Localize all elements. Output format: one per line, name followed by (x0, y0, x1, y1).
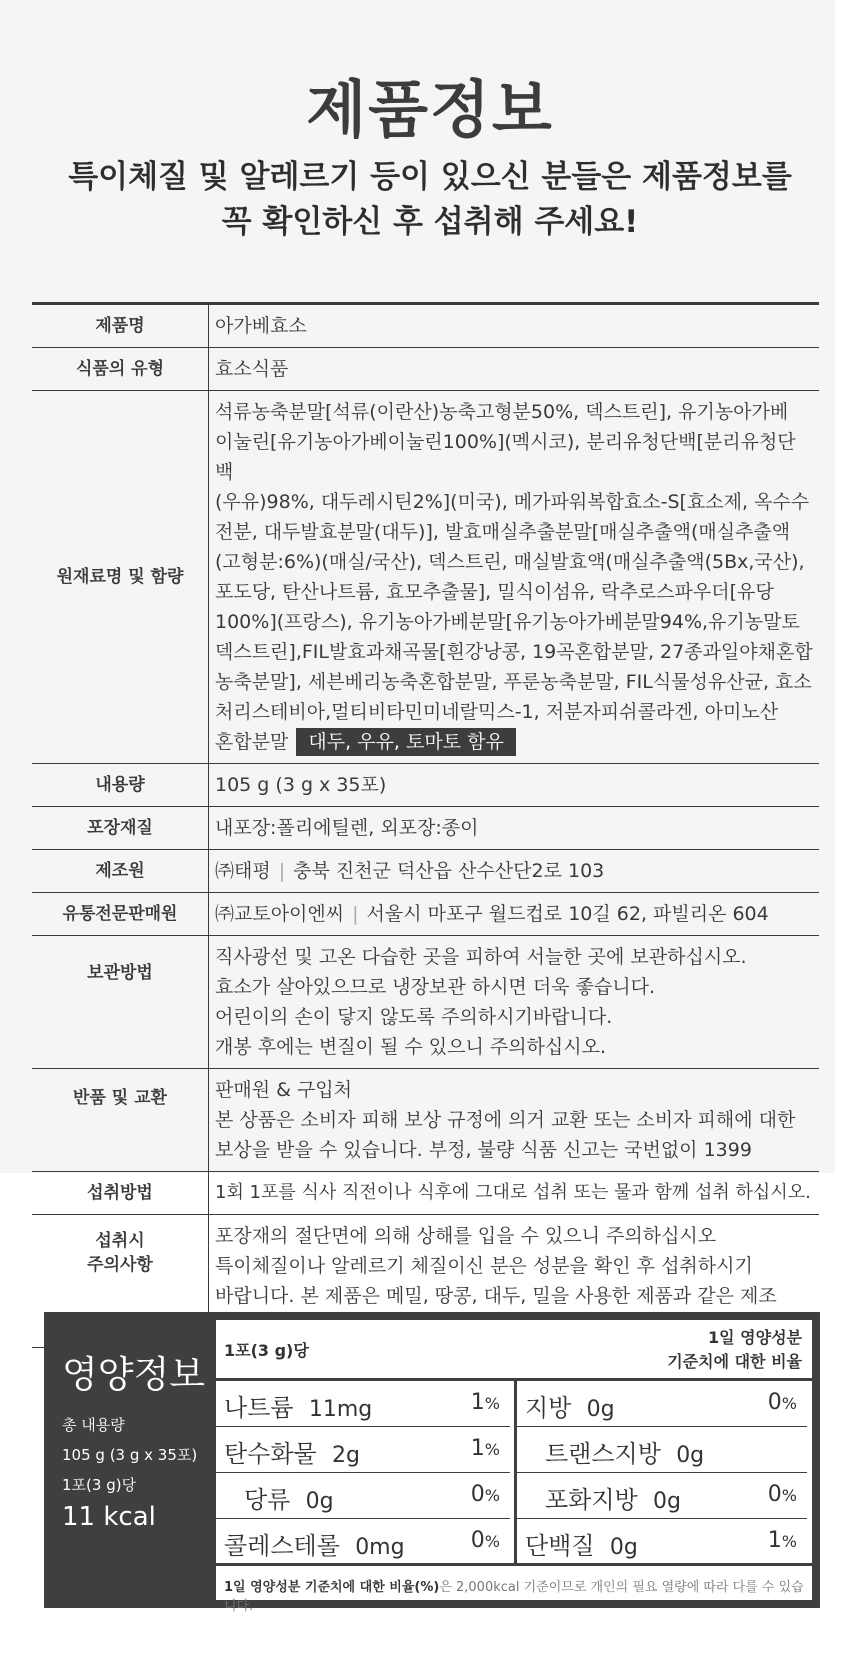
percent-unit: % (781, 1394, 797, 1413)
ingredient-line: 포도당, 탄산나트륨, 효모추출물], 밀식이섬유, 락추로스파우더[유당 (215, 581, 774, 603)
ingredient-line: (우유)98%, 대두레시틴2%](미국), 메가파워복합효소-S[효소제, 옥수수 (215, 491, 810, 513)
nutrient-label: 단백질 (525, 1532, 595, 1560)
nutrient-percent (471, 1482, 500, 1507)
value-volume: 105 g (3 g x 35포) (209, 764, 820, 807)
spacer (571, 1394, 586, 1422)
spacer (294, 1394, 309, 1422)
storage-line: 개봉 후에는 변질이 될 수 있으니 주의하십시오. (215, 1036, 607, 1058)
row-volume (32, 764, 819, 807)
percent-value: 0 (767, 1482, 782, 1507)
percent-value: 0 (767, 1390, 782, 1415)
serving-header: 1포(3 g)당 (224, 1341, 309, 1360)
percent-unit: % (484, 1532, 500, 1551)
row-product-name (32, 304, 819, 348)
nutrient-row (216, 1427, 510, 1473)
nutrient-column-right (514, 1381, 807, 1564)
percent-value: 1 (470, 1436, 485, 1461)
nutrient-amount: 0g (676, 1443, 705, 1468)
spacer (661, 1440, 676, 1468)
label-manufacturer: 제조원 (32, 850, 209, 893)
nutrient-name (224, 1526, 405, 1561)
storage-line: 직사광선 및 고온 다습한 곳을 피하여 서늘한 곳에 보관하십시오. (215, 946, 747, 968)
nutrition-panel (44, 1312, 820, 1614)
row-distributor (32, 893, 819, 936)
value-manufacturer (209, 850, 820, 893)
caution-label-line: 섭취시 (95, 1231, 145, 1251)
notice-line-2: 꼭 확인하신 후 섭취해 주세요! (221, 204, 639, 240)
ingredient-line: 전분, 대두발효분말(대두)], 발효매실추출분말[매실추출액(매실추출액 (215, 521, 791, 543)
nutrient-column-left (216, 1381, 510, 1564)
value-storage (209, 936, 820, 1069)
nutrient-label: 나트륨 (224, 1394, 294, 1422)
nutrient-name (525, 1526, 638, 1561)
percent-unit: % (484, 1486, 500, 1505)
total-value: 105 g (3 g x 35포) (62, 1446, 198, 1464)
allergen-badge: 대두, 우유, 토마토 함유 (296, 728, 515, 756)
nutrient-percent (471, 1390, 500, 1415)
row-intake (32, 1172, 819, 1215)
nutrient-label: 포화지방 (545, 1486, 638, 1514)
percent-value: 1 (470, 1390, 485, 1415)
label-returns: 반품 및 교환 (32, 1069, 209, 1172)
value-returns (209, 1069, 820, 1172)
caution-line: 포장재의 절단면에 의해 상해를 입을 수 있으니 주의하십시오 (215, 1225, 717, 1247)
label-ingredients: 원재료명 및 함량 (32, 391, 209, 764)
nutrient-row (216, 1473, 510, 1519)
nutrient-amount: 11mg (308, 1397, 373, 1422)
ingredient-line: (고형분:6%)(매실/국산), 덱스트린, 매실발효액(매실추출액(5Bx,국산), (215, 551, 805, 573)
footnote-bold: 1일 영양성분 기준치에 대한 비율(%) (224, 1580, 440, 1595)
label-food-type: 식품의 유형 (32, 348, 209, 391)
nutrient-amount: 0g (305, 1489, 334, 1514)
storage-line: 효소가 살아있으므로 냉장보관 하시면 더욱 좋습니다. (215, 976, 656, 998)
label-intake: 섭취방법 (32, 1172, 209, 1215)
value-ingredients (209, 391, 820, 764)
percent-value: 0 (470, 1482, 485, 1507)
label-distributor: 유통전문판매원 (32, 893, 209, 936)
percent-unit: % (484, 1440, 500, 1459)
percent-unit: % (781, 1486, 797, 1505)
divider: | (278, 860, 286, 882)
nutrient-row (216, 1381, 510, 1427)
label-volume: 내용량 (32, 764, 209, 807)
returns-line: 보상을 받을 수 있습니다. 부정, 불량 식품 신고는 국번없이 1399 (215, 1139, 752, 1161)
nutrient-percent (768, 1528, 797, 1553)
percent-unit: % (484, 1394, 500, 1413)
row-manufacturer (32, 850, 819, 893)
row-storage (32, 936, 819, 1069)
ingredient-line: 덱스트린],FIL발효과채곡물[흰강낭콩, 19곡혼합분말, 27종과일야채혼합 (215, 641, 813, 663)
nutrition-total (62, 1410, 197, 1500)
caution-label-line: 주의사항 (87, 1255, 153, 1275)
returns-line: 판매원 & 구입처 (215, 1079, 353, 1101)
nutrient-label: 탄수화물 (224, 1440, 317, 1468)
nutrient-amount: 0g (586, 1397, 615, 1422)
nutrient-amount: 0g (653, 1489, 681, 1514)
total-label: 총 내용량 (62, 1416, 125, 1434)
nutrient-name (525, 1388, 615, 1423)
caution-line: 바랍니다. 본 제품은 메밀, 땅콩, 대두, 밀을 사용한 제품과 같은 제조 (215, 1285, 777, 1307)
footnote-text (224, 1576, 812, 1614)
nutrient-percent (471, 1528, 500, 1553)
percent-value: 0 (470, 1528, 485, 1553)
manufacturer-address: 충북 진천군 덕산읍 산수산단2로 103 (293, 860, 605, 882)
nutrient-amount: 0mg (355, 1535, 405, 1560)
percent-unit: % (781, 1532, 797, 1551)
daily-ref-header (667, 1326, 802, 1374)
nutrient-percent (768, 1482, 797, 1507)
nutrient-label: 당류 (244, 1486, 291, 1514)
kcal-value: 11 kcal (62, 1502, 156, 1532)
nutrient-label: 지방 (525, 1394, 572, 1422)
footnote-rest: 은 2,000kcal 기준이므로 개인의 필요 열량에 따라 다를 수 있습니다. (224, 1580, 804, 1614)
value-product-name: 아가베효소 (209, 304, 820, 348)
ingredient-line: 농축분말], 세븐베리농축혼합분말, 푸룬농축분말, FIL식물성유산균, 효소 (215, 671, 812, 693)
returns-line: 본 상품은 소비자 피해 보상 규정에 의거 교환 또는 소비자 피해에 대한 (215, 1109, 796, 1131)
ingredient-line: 처리스테비아,멀티비타민미네랄믹스-1, 저분자피쉬콜라겐, 아미노산 (215, 701, 779, 723)
nutrient-row (517, 1519, 807, 1564)
ingredient-line: 100%](프랑스), 유기농아가베분말[유기농아가베분말94%,유기농말토 (215, 611, 800, 633)
value-distributor (209, 893, 820, 936)
allergy-notice (0, 155, 860, 245)
row-food-type (32, 348, 819, 391)
row-ingredients (32, 391, 819, 764)
product-info-table (32, 302, 819, 1348)
divider: | (352, 903, 359, 925)
distributor-name: ㈜교토아이엔씨 (215, 903, 345, 925)
nutrient-name (545, 1480, 681, 1515)
value-intake: 1회 1포를 식사 직전이나 식후에 그대로 섭취 또는 물과 함께 섭취 하십시오. (209, 1172, 820, 1215)
per-serving: 1포(3 g)당 (62, 1476, 137, 1494)
spacer (290, 1486, 305, 1514)
spacer (595, 1532, 610, 1560)
manufacturer-name: ㈜태평 (215, 860, 271, 882)
nutrient-row (517, 1473, 807, 1519)
nutrient-name (224, 1388, 372, 1423)
value-packaging: 내포장:폴리에틸렌, 외포장:종이 (209, 807, 820, 850)
nutrient-name (545, 1434, 704, 1469)
ingredient-line: 석류농축분말[석류(이란산)농축고형분50%, 덱스트린], 유기농아가베 (215, 401, 789, 423)
label-storage: 보관방법 (32, 936, 209, 1069)
nutrient-label: 콜레스테롤 (224, 1532, 340, 1560)
nutrition-footnote (216, 1563, 812, 1614)
storage-line: 어린이의 손이 닿지 않도록 주의하시기바랍니다. (215, 1006, 613, 1028)
nutrition-header (216, 1320, 812, 1381)
spacer (340, 1532, 355, 1560)
nutrition-table (216, 1320, 812, 1614)
ref-line: 1일 영양성분 (708, 1328, 802, 1347)
nutrient-name (224, 1434, 360, 1469)
nutrient-percent (471, 1436, 500, 1461)
nutrient-name (244, 1480, 334, 1515)
nutrition-title: 영양정보 (62, 1353, 205, 1396)
row-returns (32, 1069, 819, 1172)
nutrition-summary (44, 1312, 214, 1608)
nutrient-amount: 0g (609, 1535, 638, 1560)
row-packaging (32, 807, 819, 850)
label-product-name: 제품명 (32, 304, 209, 348)
nutrient-row (517, 1427, 807, 1473)
ref-line: 기준치에 대한 비율 (667, 1352, 802, 1371)
nutrient-percent (768, 1390, 797, 1415)
page-title: 제품정보 (306, 73, 554, 146)
spacer (638, 1486, 653, 1514)
notice-line-1: 특이체질 및 알레르기 등이 있으신 분들은 제품정보를 (68, 159, 792, 195)
nutrient-row (216, 1519, 510, 1564)
label-packaging: 포장재질 (32, 807, 209, 850)
nutrient-amount: 2g (332, 1443, 360, 1468)
nutrient-label: 트랜스지방 (545, 1440, 661, 1468)
caution-line: 특이체질이나 알레르기 체질이신 분은 성분을 확인 후 섭취하시기 (215, 1255, 753, 1277)
value-food-type: 효소식품 (209, 348, 820, 391)
ingredient-line: 혼합분말 (215, 731, 289, 753)
ingredient-last-line (215, 727, 813, 757)
percent-value: 1 (767, 1528, 782, 1553)
ingredient-line: 이눌린[유기농아가베이눌린100%](멕시코), 분리유청단백[분리유청단백 (215, 431, 796, 483)
spacer (317, 1440, 332, 1468)
distributor-address: 서울시 마포구 월드컵로 10길 62, 파빌리온 604 (366, 903, 769, 925)
nutrient-row (517, 1381, 807, 1427)
